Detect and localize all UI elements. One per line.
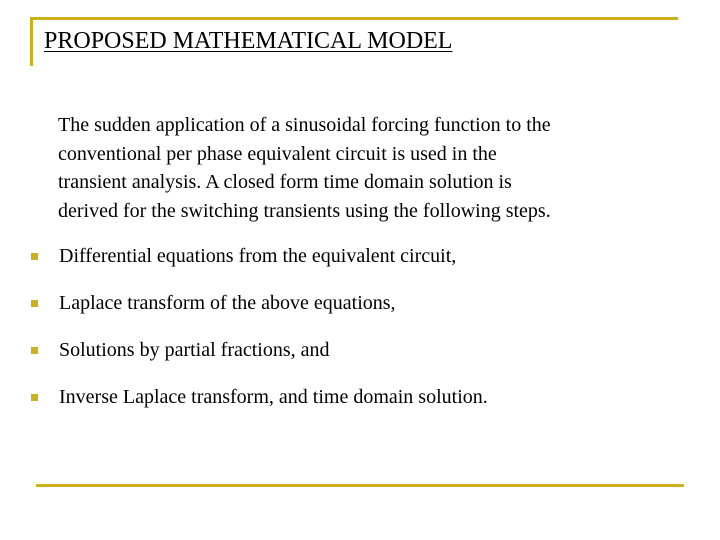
frame-top-rule [30, 17, 678, 20]
slide-title: PROPOSED MATHEMATICAL MODEL [44, 28, 453, 54]
bullet-text: Solutions by partial fractions, and [59, 339, 330, 361]
bullet-text: Differential equations from the equivalent circuit, [59, 245, 457, 267]
square-bullet-icon [31, 300, 38, 307]
intro-paragraph: The sudden application of a sinusoidal forcing function to the conventional per phase equivalent circuit is used in the transient analysis. A closed form time domain solution is derived for the switching transients using the following steps. [58, 114, 551, 222]
frame-bottom-rule [36, 484, 684, 487]
frame-left-rule [30, 17, 33, 66]
square-bullet-icon [31, 253, 38, 260]
square-bullet-icon [31, 347, 38, 354]
bullet-text: Inverse Laplace transform, and time domain solution. [59, 386, 488, 408]
square-bullet-icon [31, 394, 38, 401]
bullet-text: Laplace transform of the above equations, [59, 292, 396, 314]
